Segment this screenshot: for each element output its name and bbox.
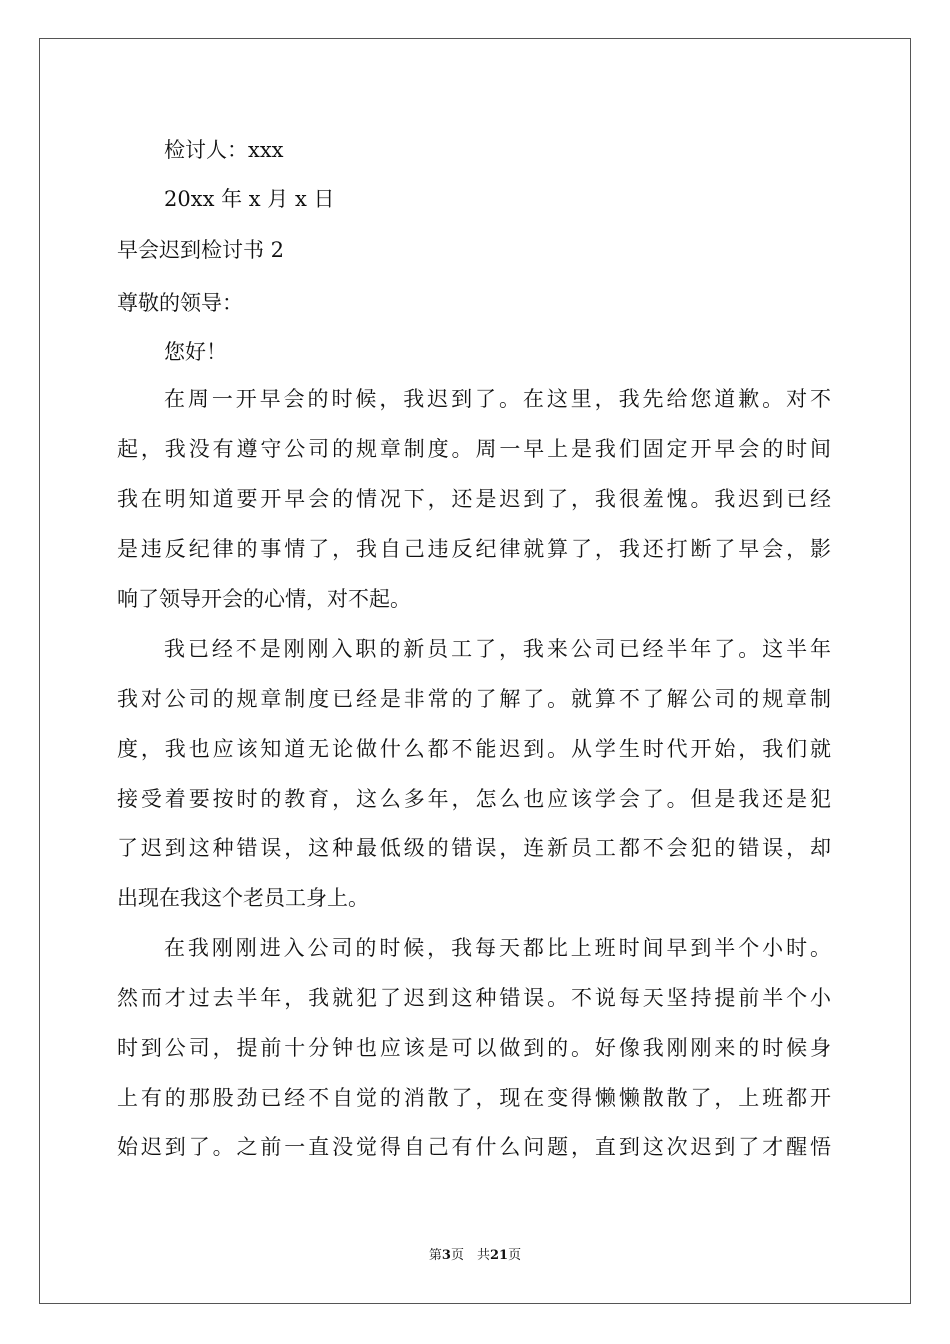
body-line: 我在明知道要开早会的情况下，还是迟到了，我很羞愧。我迟到已经 [117,487,831,511]
body-line: 在我刚刚进入公司的时候，我每天都比上班时间早到半个小时。 [164,936,831,960]
page-border [39,38,911,1304]
page-footer [0,1248,950,1264]
total-pages-number: 21 [489,1248,509,1263]
body-line: 接受着要按时的教育，这么多年，怎么也应该学会了。但是我还是犯 [117,787,831,811]
body-line: 我已经不是刚刚入职的新员工了，我来公司已经半年了。这半年 [164,637,831,661]
current-page-number: 3 [441,1248,451,1263]
salutation: 尊敬的领导： [117,291,243,315]
body-line: 度，我也应该知道无论做什么都不能迟到。从学生时代开始，我们就 [117,737,831,761]
footer-prefix: 第 [428,1248,442,1263]
footer-suffix: 页 [508,1248,522,1263]
greeting: 您好！ [164,340,227,364]
body-line: 响了领导开会的心情，对不起。 [117,587,411,611]
body-line: 在周一开早会的时候，我迟到了。在这里，我先给您道歉。对不 [164,387,831,411]
body-line: 时到公司，提前十分钟也应该是可以做到的。好像我刚刚来的时候身 [117,1036,831,1060]
body-line: 始迟到了。之前一直没觉得自己有什么问题，直到这次迟到了才醒悟 [117,1135,831,1159]
body-line: 上有的那股劲已经不自觉的消散了，现在变得懒懒散散了，上班都开 [117,1086,831,1110]
body-line: 出现在我这个老员工身上。 [117,886,369,910]
body-line: 我对公司的规章制度已经是非常的了解了。就算不了解公司的规章制 [117,687,831,711]
document-title: 早会迟到检讨书 2 [117,238,285,262]
body-line: 然而才过去半年，我就犯了迟到这种错误。不说每天坚持提前半个小 [117,986,831,1010]
body-line: 了迟到这种错误，这种最低级的错误，连新员工都不会犯的错误，却 [117,836,831,860]
date-line: 20xx 年 x 月 x 日 [164,187,335,211]
body-line: 起，我没有遵守公司的规章制度。周一早上是我们固定开早会的时间 [117,437,831,461]
footer-middle: 页 共 [450,1248,490,1263]
body-line: 是违反纪律的事情了，我自己违反纪律就算了，我还打断了早会，影 [117,537,831,561]
reviewer-line: 检讨人：xxx [164,138,284,162]
